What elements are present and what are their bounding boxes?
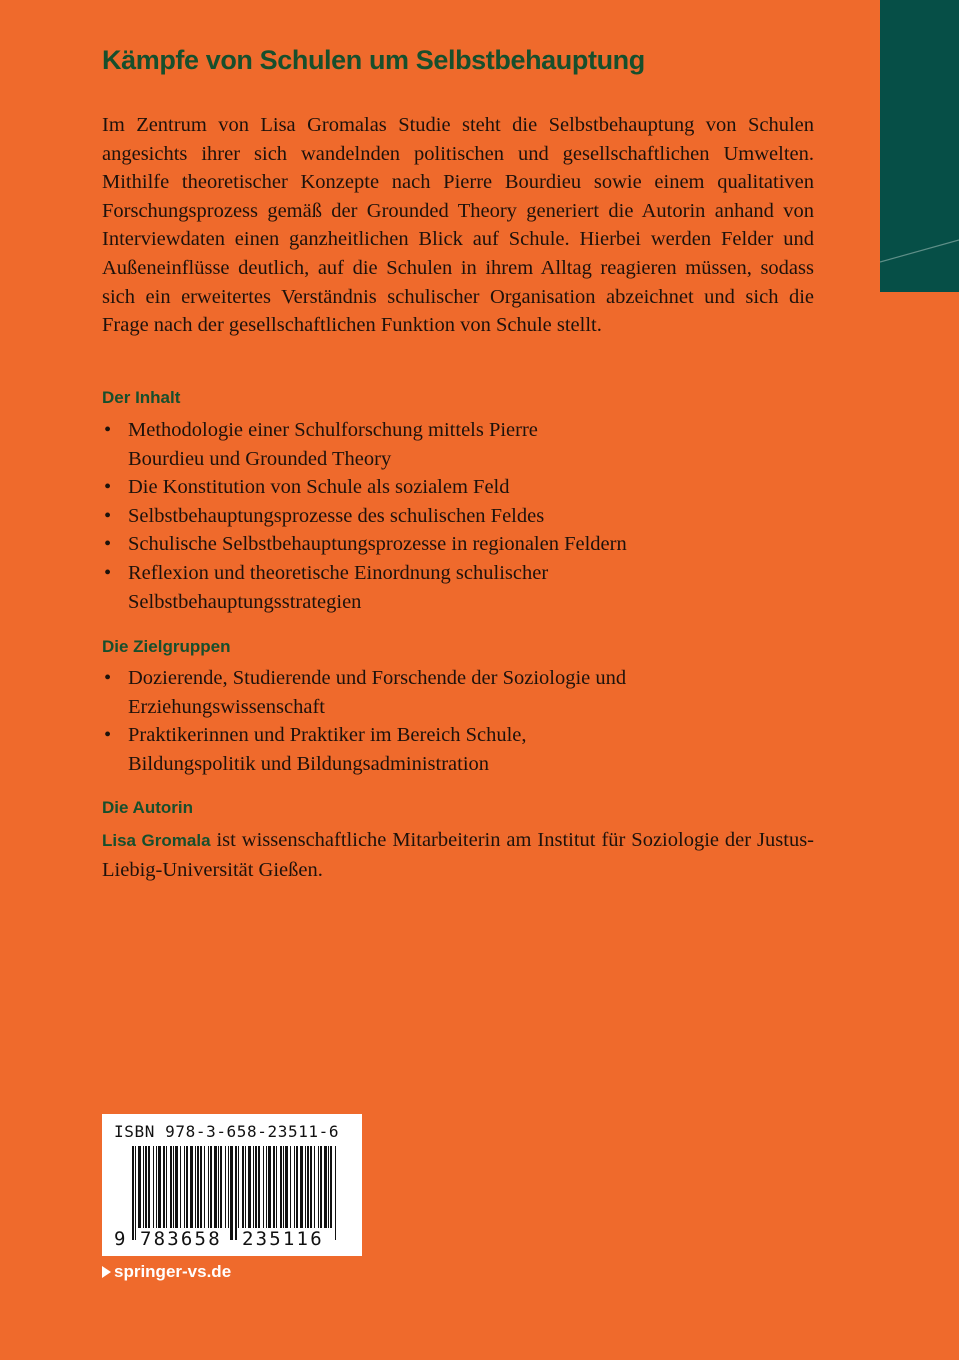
publisher-link[interactable] [102,1262,231,1282]
barcode-bar [156,1146,157,1228]
barcode-bar [253,1146,254,1228]
barcode-bar [173,1146,174,1228]
barcode-bar [296,1146,298,1228]
bullet-icon: • [104,561,112,584]
section-heading-zielgruppen: Die Zielgruppen [102,637,231,656]
barcode-bar [290,1146,291,1228]
list-item: • Schulische Selbstbehauptungsprozesse in regionalen Feldern [102,530,814,559]
barcode-bar [245,1146,246,1228]
list-item: • Reflexion und theoretische Einordnung schulischer Selbstbehauptungsstrategien [102,559,814,616]
bullet-icon: • [104,504,112,527]
spine-decoration [880,0,959,292]
barcode-bar [158,1146,161,1228]
barcode-bar [283,1146,284,1228]
barcode-bar [310,1146,312,1228]
list-item: • Die Konstitution von Schule als sozialem Feld [102,473,814,502]
barcode-bar [242,1146,244,1228]
barcode-first-digit: 9 [114,1228,126,1250]
bullet-icon: • [104,533,112,556]
barcode-bar [307,1146,309,1228]
barcode-bar [318,1146,319,1228]
barcode-bar [163,1146,165,1228]
barcode-bar [200,1146,202,1228]
inhalt-list [102,416,814,616]
barcode-bar [238,1146,239,1228]
barcode-bar [280,1146,282,1228]
barcode-bar [294,1146,295,1228]
barcode-bar [208,1146,209,1228]
barcode-bar [235,1146,237,1240]
zielgruppen-list [102,664,814,778]
bullet-icon: • [104,476,112,499]
author-bio [102,826,814,884]
list-item: • Dozierende, Studierende und Forschende der Soziologie und Erziehungswissenschaft [102,664,814,721]
barcode-bar [184,1146,185,1228]
barcode-bar [328,1146,329,1228]
publisher-url: springer-vs.de [114,1262,232,1281]
barcode-bar [186,1146,188,1228]
barcode-bar [143,1146,144,1228]
list-item: • Praktikerinnen und Praktiker im Bereich Schule, Bildungspolitik und Bildungsadministration [102,721,814,778]
barcode-bar [218,1146,219,1228]
list-item: • Selbstbehauptungsprozesse des schulischen Feldes [102,502,814,531]
barcode-bar [263,1146,264,1228]
barcode-bar [305,1146,306,1228]
book-title: Kämpfe von Schulen um Selbstbehauptung [102,45,645,75]
barcode-bar [330,1146,332,1228]
barcode-bar [132,1146,134,1240]
barcode-bar [258,1146,260,1228]
barcode-bar [214,1146,217,1228]
barcode-bar [320,1146,322,1228]
barcode-bar [276,1146,277,1228]
barcode-bar [190,1146,193,1228]
list-item: • Methodologie einer Schulforschung mittels Pierre Bourdieu und Grounded Theory [102,416,814,473]
barcode-right-digits: 235116 [242,1228,324,1250]
barcode-bar [170,1146,172,1228]
barcode-bar [138,1146,141,1228]
barcode-bar [248,1146,251,1228]
barcode-bar [228,1146,229,1228]
bullet-icon: • [104,724,112,747]
barcode-bar [324,1146,327,1228]
barcode-bar [175,1146,178,1228]
barcode-bar [180,1146,181,1228]
bullet-icon: • [104,667,112,689]
isbn-label: ISBN 978-3-658-23511-6 [114,1122,340,1141]
barcode-bar [145,1146,147,1228]
barcode-bar [166,1146,167,1228]
author-description: ist wissenschaftliche Mitarbeiterin am Institut für Soziologie der Justus-Liebig-Universität Gießen. [102,829,815,881]
barcode-bar [135,1146,136,1240]
barcode-bar [314,1146,315,1228]
barcode-bar [225,1146,226,1228]
barcode-bar [148,1146,150,1228]
section-heading-inhalt: Der Inhalt [102,388,181,407]
arrow-right-icon [102,1266,111,1278]
section-heading-autorin: Die Autorin [102,798,193,817]
barcode-left-digits: 783658 [140,1228,222,1250]
barcode-bar [195,1146,196,1228]
barcode-bar [197,1146,199,1228]
barcode-bar [255,1146,257,1228]
spine-color-tab [880,0,959,292]
barcode-bar [268,1146,271,1228]
barcode-bar [153,1146,154,1228]
abstract-text: Im Zentrum von Lisa Gromalas Studie steht die Selbstbehauptung von Schulen angesichts ihrer sich wandelnden politischen und gesellschaftlichen Umwelten. Mithilfe theoretischer Konzepte nach Pierre Bourdieu sowie einem qualitativen Forschungsprozess gemäß der Grounded Theory generiert die Autorin anhand von Interviewdaten einen ganzheitlichen Blick auf Schule. Hierbei werden Felder und Außeneinflüsse deutlich, auf die Schulen in ihrem Alltag reagieren müssen, sodass sich ein erweitertes Verständnis schulischer Organisation abzeichnet und sich die Frage nach der gesellschaftlichen Funktion von Schule stellt. [102,114,814,337]
barcode-bar [230,1146,233,1240]
barcode-bar [204,1146,205,1228]
barcode-bar [285,1146,288,1228]
isbn-barcode [102,1114,362,1256]
barcode-bar [273,1146,275,1228]
barcode-bar [335,1146,336,1240]
barcode-bar [266,1146,267,1228]
barcode-bar [220,1146,222,1228]
author-name: Lisa Gromala [102,831,211,850]
barcode-bar [210,1146,212,1228]
bullet-icon: • [104,419,112,441]
barcode-bar [300,1146,303,1228]
